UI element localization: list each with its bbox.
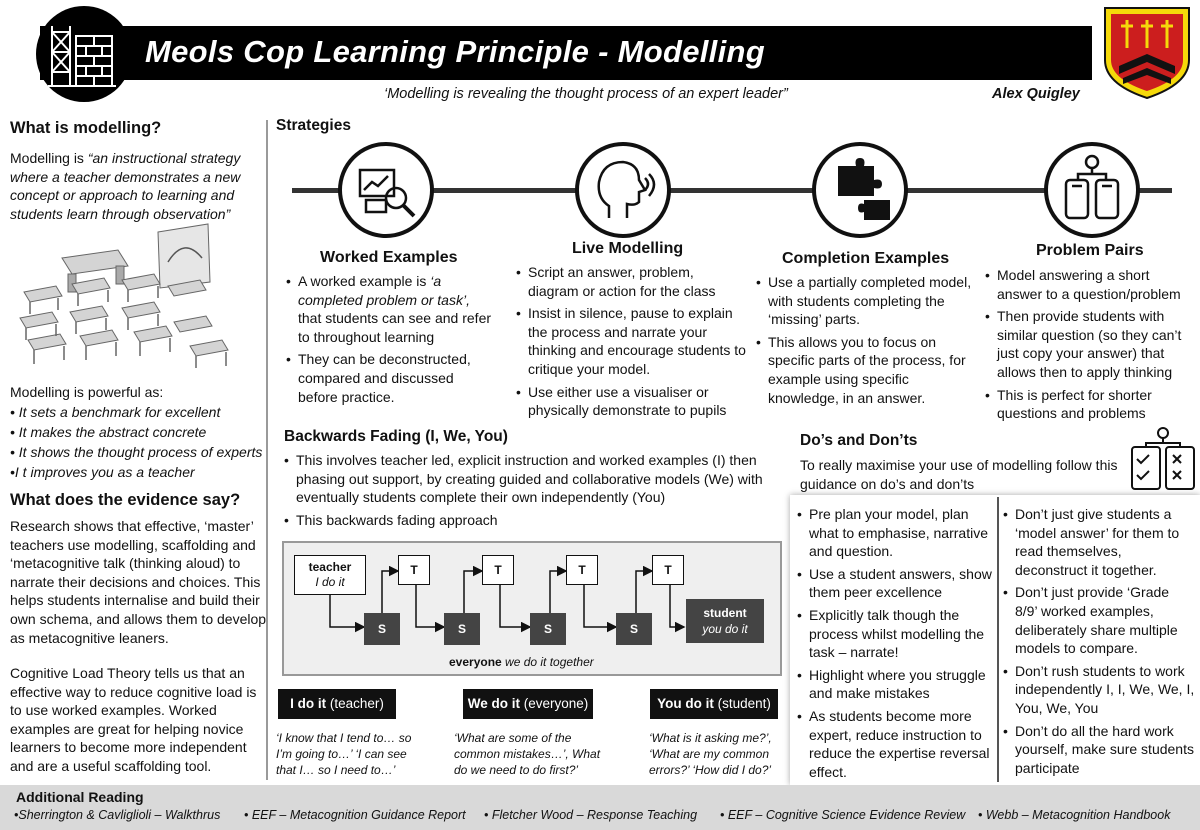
we-do-it-quote: ‘What are some of the common mistakes…’, What do we need to do first?’ [454, 731, 601, 777]
worked-b1-b: ‘a completed problem or task’, [298, 273, 470, 308]
live-modelling-icon-circle [575, 142, 671, 238]
quote-text: ‘Modelling is revealing the thought process of an expert leader” [384, 86, 788, 102]
powerful-intro: Modelling is powerful as: [10, 384, 164, 400]
reading-ref: • Webb – Metacognition Handbook [978, 808, 1171, 822]
puzzle-icon [816, 146, 904, 234]
what-text-plain: Modelling is [10, 150, 88, 166]
backwards-fading-list [284, 451, 784, 533]
powerful-list [10, 402, 272, 482]
tag-rest: (everyone) [519, 696, 589, 711]
you-do-it-tag [650, 689, 778, 719]
tag-bold: We do it [467, 696, 520, 711]
list-item: • Use a partially completed model, with students completing the ‘missing’ parts. [756, 273, 976, 329]
list-item: • Don’t just provide ‘Grade 8/9’ worked examples, deliberately share multiple models to compare. [1003, 583, 1195, 657]
list-item: • Don’t rush students to work independently I, I, We, We, I, You, We, You [1003, 662, 1195, 718]
live-modelling-list [516, 263, 746, 424]
backwards-fading-heading: Backwards Fading (I, We, You) [284, 428, 508, 445]
classroom-illustration [18, 222, 266, 377]
dos-donts-intro: To really maximise your use of modelling follow this guidance on do’s and don’ts [800, 457, 1118, 492]
list-item: • Don’t just give students a ‘model answer’ for them to read themselves, deconstruct it together. [1003, 505, 1195, 579]
we-do-it-tag [463, 689, 593, 719]
student-box [686, 599, 764, 643]
reading-ref: •Sherrington & Cavliglioli – Walkthrus [14, 808, 221, 822]
quote-author: Alex Quigley [992, 86, 1080, 102]
classroom-icon [18, 222, 266, 372]
strategies-heading: Strategies [276, 117, 351, 134]
list-item: • Insist in silence, pause to explain the process and narrate your thinking and encourage students to critique your model. [516, 304, 746, 378]
tag-bold: I do it [290, 696, 327, 711]
speaking-head-icon [579, 146, 667, 234]
list-item: • Explicitly talk though the process whilst modelling the task – narrate! [797, 606, 992, 662]
list-item: • This backwards fading approach [284, 511, 784, 530]
tag-rest: (teacher) [326, 696, 384, 711]
what-text-definition: “an instructional strategy where a teacher demonstrates a new concept or approach to learning and students learn through observation” [10, 150, 241, 222]
what-is-modelling-heading: What is modelling? [10, 119, 162, 137]
checklist-icon [1128, 425, 1198, 493]
fading-diagram [282, 541, 782, 676]
evidence-heading: What does the evidence say? [10, 491, 241, 509]
dos-donts-heading: Do’s and Don’ts [800, 432, 918, 449]
worked-examples-list [286, 272, 491, 410]
chart-magnifier-icon [342, 146, 430, 234]
school-crest [1101, 4, 1193, 100]
cognitive-load-paragraph: Cognitive Load Theory tells us that an effective way to reduce cognitive load is to use worked examples. Worked examples are great for helping novice learners to become more independent and are a useful scaffolding tool. [10, 665, 257, 774]
reading-ref: • EEF – Metacognition Guidance Report [244, 808, 466, 822]
student-sub: you do it [702, 622, 748, 636]
worked-b1-a: A worked example is [298, 273, 431, 289]
problem-pairs-icon-circle [1044, 142, 1140, 238]
scaffold-brick-icon [36, 6, 132, 102]
student-label: student [703, 606, 747, 620]
list-item: • It makes the abstract concrete [10, 424, 207, 440]
t-box: T [566, 555, 598, 585]
i-do-it-tag [278, 689, 396, 719]
list-item: • As students become more expert, reduce instruction to reduce the expertise reversal effect. [797, 707, 992, 781]
dos-list [797, 505, 992, 785]
s-box: S [444, 613, 480, 645]
evidence-paragraph: Research shows that effective, ‘master’ teachers use modelling, scaffolding and ‘metacognitive talk (thinking aloud) to narrate their decisions and choices. This helps students internalise and build their own schema, and allows them to develop as metacognitive leaners. [10, 518, 267, 646]
crest-shield-icon [1101, 4, 1193, 100]
checklist-illustration [1128, 425, 1198, 498]
tag-bold: You do it [657, 696, 714, 711]
donts-list [1003, 505, 1195, 781]
list-item: • This involves teacher led, explicit instruction and worked examples (I) then phasing out support, by creating guided and collaborative models (We) with eventually students complete their own independently (You) [284, 451, 784, 507]
completion-examples-icon-circle [812, 142, 908, 238]
list-item: • Model answering a short answer to a question/problem [985, 266, 1190, 303]
list-item: • Script an answer, problem, diagram or action for the class [516, 263, 746, 300]
additional-reading-heading: Additional Reading [16, 789, 144, 805]
list-item: • Use a student answers, show them peer excellence [797, 565, 992, 602]
list-item: • It sets a benchmark for excellent [10, 404, 221, 420]
list-item: • Use either use a visualiser or physically demonstrate to pupils [516, 383, 746, 420]
list-item: • It shows the thought process of experts [10, 444, 263, 460]
paired-devices-icon [1048, 146, 1136, 234]
worked-b1-c: that students can see and refer to throughout learning [298, 310, 492, 345]
completion-examples-title: Completion Examples [782, 250, 950, 267]
t-box: T [482, 555, 514, 585]
teacher-box [294, 555, 366, 595]
i-do-it-quote: ‘I know that I tend to… so I’m going to…’ ‘I can see that I… so I need to…’ [276, 731, 412, 777]
s-box: S [530, 613, 566, 645]
everyone-caption [449, 655, 594, 669]
column-divider [266, 120, 268, 780]
s-box: S [616, 613, 652, 645]
list-item: •I t improves you as a teacher [10, 464, 195, 480]
reading-ref: • Fletcher Wood – Response Teaching [484, 808, 698, 822]
t-box: T [652, 555, 684, 585]
tag-rest: (student) [713, 696, 771, 711]
reading-ref: • EEF – Cognitive Science Evidence Review [720, 808, 966, 822]
list-item [286, 272, 491, 346]
list-item: • They can be deconstructed, compared and discussed before practice. [286, 350, 491, 406]
live-modelling-title: Live Modelling [572, 240, 684, 257]
worked-examples-title: Worked Examples [320, 249, 458, 266]
everyone-rest: we do it together [501, 655, 594, 669]
what-is-modelling-text [10, 149, 265, 223]
teacher-sub: I do it [315, 575, 345, 589]
problem-pairs-list [985, 266, 1190, 427]
everyone-bold: everyone [449, 655, 502, 669]
list-item: • Pre plan your model, plan what to emphasise, narrative and question. [797, 505, 992, 561]
list-item: • This is perfect for shorter questions and problems [985, 386, 1190, 423]
dos-donts-divider [997, 497, 999, 782]
problem-pairs-title: Problem Pairs [1036, 242, 1144, 259]
list-item: • This allows you to focus on specific parts of the process, for example using specific knowledge, in an answer. [756, 333, 976, 407]
page-title: Meols Cop Learning Principle - Modelling [145, 34, 765, 69]
worked-examples-icon-circle [338, 142, 434, 238]
list-item: • Don’t do all the hard work yourself, make sure students participate [1003, 722, 1195, 778]
list-item: • Highlight where you struggle and make mistakes [797, 666, 992, 703]
s-box: S [364, 613, 400, 645]
completion-examples-list [756, 273, 976, 411]
scaffold-logo [36, 6, 132, 102]
t-box: T [398, 555, 430, 585]
list-item: • Then provide students with similar question (so they can’t just copy your answer) that allows then to apply thinking [985, 307, 1190, 381]
you-do-it-quote: ‘What is it asking me?’, ‘What are my common errors?’ ‘How did I do?’ [649, 731, 772, 777]
teacher-label: teacher [308, 560, 352, 574]
